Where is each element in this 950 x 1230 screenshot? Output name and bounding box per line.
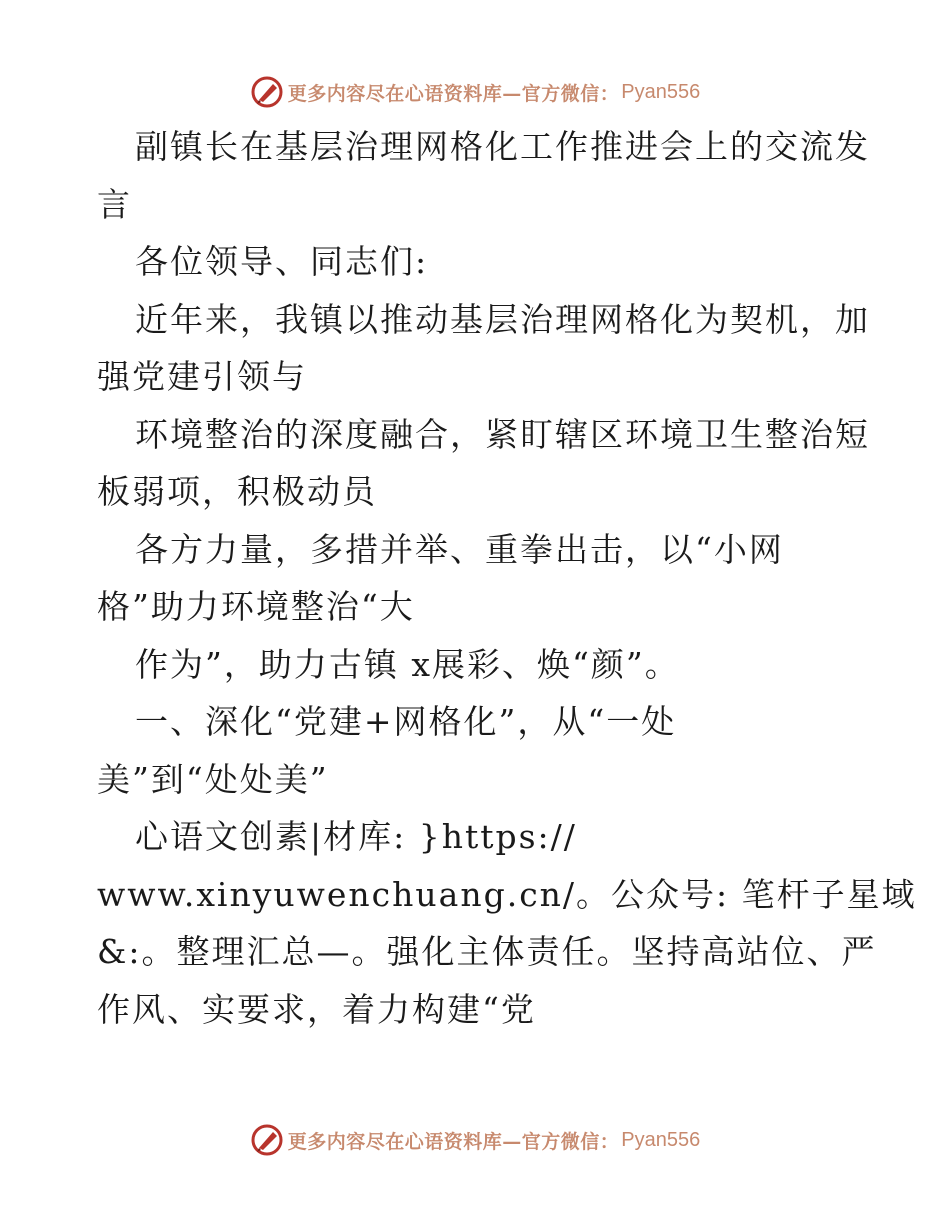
document-body (97, 118, 917, 1038)
paragraph-line: 格”助力环境整治“大 (97, 587, 415, 626)
paragraph-line: www.xinyuwenchuang.cn/。公众号: 笔杆子星域 (97, 874, 917, 914)
banner-text: 更多内容尽在心语资料库—官方微信： (287, 1130, 620, 1153)
banner-text: 更多内容尽在心语资料库—官方微信： (287, 82, 620, 105)
wechat-id: Pyan556 (621, 1128, 701, 1151)
paragraph-line: &:。整理汇总—。强化主体责任。坚持高站位、严 (97, 932, 877, 971)
pen-logo-icon (250, 75, 284, 109)
title-line-2: 言 (97, 184, 132, 224)
paragraph-line: 作风、实要求，着力构建“党 (97, 989, 536, 1029)
pen-logo-icon (250, 1123, 284, 1157)
paragraph-line: 心语文创素|材库: }https:// (135, 817, 577, 856)
wechat-id: Pyan556 (621, 80, 701, 103)
section-heading-line: 美”到“处处美” (97, 759, 329, 799)
paragraph-line: 近年来，我镇以推动基层治理网格化为契机，加 (135, 299, 870, 339)
paragraph-line: 环境整治的深度融合，紧盯辖区环境卫生整治短 (135, 414, 870, 454)
paragraph-line: 各方力量，多措并举、重拳出击，以“小网 (135, 529, 784, 569)
title-line-1: 副镇长在基层治理网格化工作推进会上的交流发 (135, 127, 870, 166)
salutation: 各位领导、同志们: (135, 242, 429, 281)
header-banner (0, 72, 950, 112)
paragraph-line: 板弱项，积极动员 (97, 472, 377, 511)
section-heading-line: 一、深化“党建+网格化”，从“一处 (135, 702, 677, 741)
footer-banner (0, 1120, 950, 1160)
paragraph-line: 强党建引领与 (97, 357, 307, 396)
paragraph-line: 作为”，助力古镇 x展彩、焕“颜”。 (135, 644, 680, 684)
